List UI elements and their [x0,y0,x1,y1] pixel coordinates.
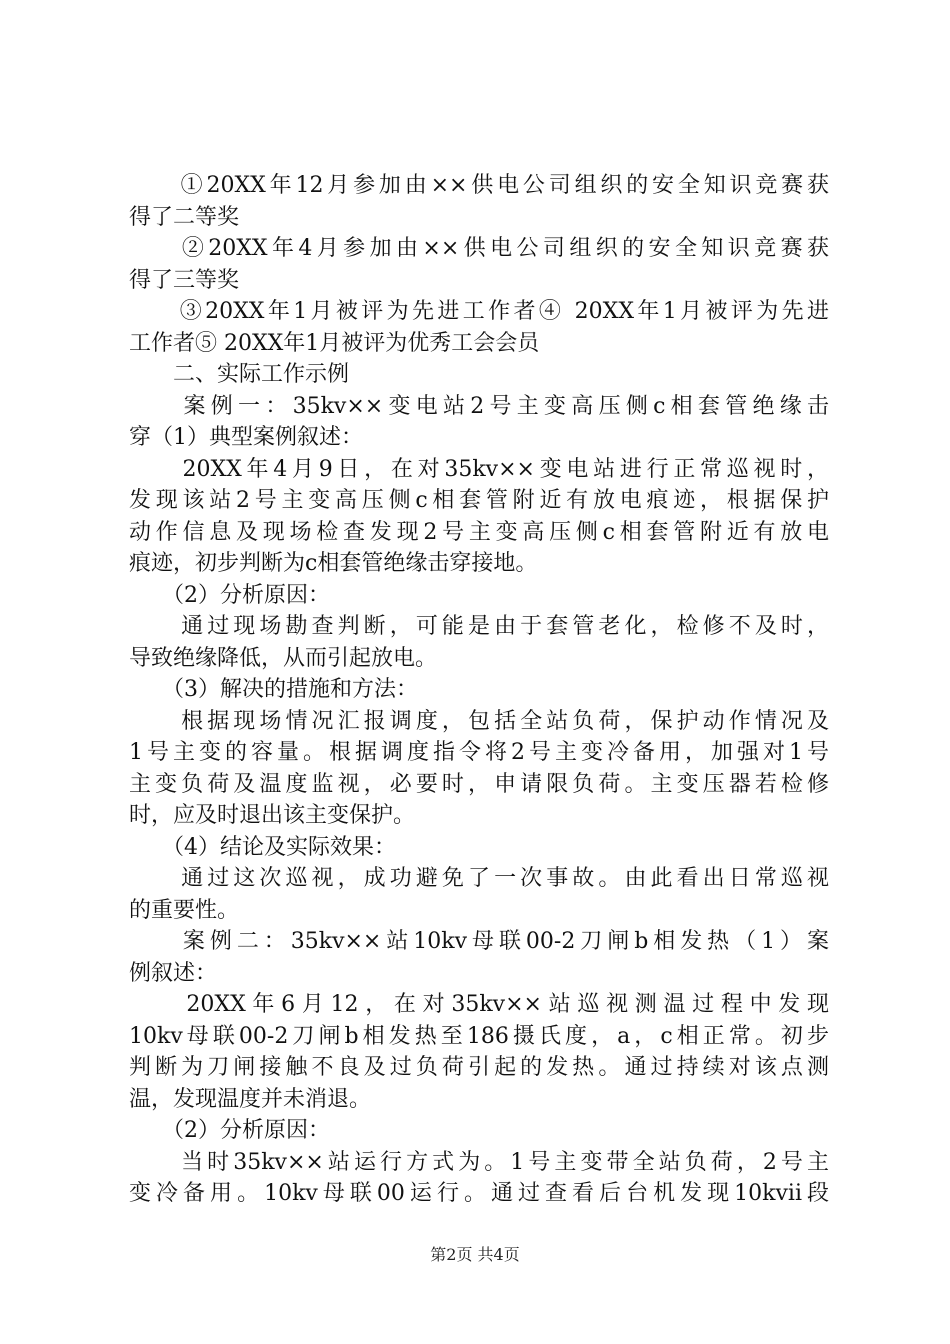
text-line: 10kv母联00-2刀闸b相发热至186摄氏度，a，c相正常。初步 [129,1023,829,1049]
text-line: 得了二等奖 [129,204,240,230]
text-line: 穿（1）典型案例叙述： [129,425,363,450]
subheading: （3）解决的措施和方法： [129,677,418,702]
text-line: 当时35kv××站运行方式为。1号主变带全站负荷，2号主 [129,1149,829,1175]
text-line: 变冷备用。10kv母联00运行。通过查看后台机发现10kvii段 [129,1181,829,1206]
text-line: 的重要性。 [129,897,240,923]
text-line: 判断为刀闸接触不良及过负荷引起的发热。通过持续对该点测 [129,1055,829,1080]
text-line: 动作信息及现场检查发现2号主变高压侧c相套管附近有放电 [129,519,829,545]
text-line: 痕迹，初步判断为c相套管绝缘击穿接地。 [129,551,538,576]
text-line: ①20XX年12月参加由××供电公司组织的安全知识竞赛获 [129,173,829,198]
subheading: （2）分析原因： [129,1118,330,1143]
text-line: 根据现场情况汇报调度，包括全站负荷，保护动作情况及 [129,708,829,734]
text-line: 通过这次巡视，成功避免了一次事故。由此看出日常巡视 [129,866,829,891]
text-line: 温，发现温度并未消退。 [129,1086,372,1112]
page-footer: 第2页 共4页 [430,1245,520,1264]
text-line: ②20XX年4月参加由××供电公司组织的安全知识竞赛获 [129,236,829,261]
text-line: 通过现场勘查判断，可能是由于套管老化，检修不及时， [129,614,829,639]
document-body [129,170,829,1210]
section-heading: 二、实际工作示例 [129,362,350,387]
text-line: 案例二：35kv××站10kv母联00-2刀闸b相发热（1）案 [129,929,829,954]
text-line: 20XX年4月9日，在对35kv××变电站进行正常巡视时， [129,456,829,482]
text-line: 20XX年6月12，在对35kv××站巡视测温过程中发现 [129,992,829,1017]
subheading: （4）结论及实际效果： [129,834,396,860]
text-line: 主变负荷及温度监视，必要时，申请限负荷。主变压器若检修 [129,771,829,797]
subheading: （2）分析原因： [129,582,330,608]
text-line: 得了三等奖 [129,267,240,293]
text-line: 案例一：35kv××变电站2号主变高压侧c相套管绝缘击 [129,393,829,419]
text-line: 发现该站2号主变高压侧c相套管附近有放电痕迹，根据保护 [129,488,829,513]
text-line: 例叙述： [129,960,218,986]
text-line: 1号主变的容量。根据调度指令将2号主变冷备用，加强对1号 [129,740,829,765]
text-line: 导致绝缘降低，从而引起放电。 [129,645,438,671]
text-line: 工作者⑤ 20XX年1月被评为优秀工会会员 [129,330,540,356]
text-line: ③20XX年1月被评为先进工作者④ 20XX年1月被评为先进 [129,299,829,324]
text-line: 时，应及时退出该主变保护。 [129,803,416,828]
